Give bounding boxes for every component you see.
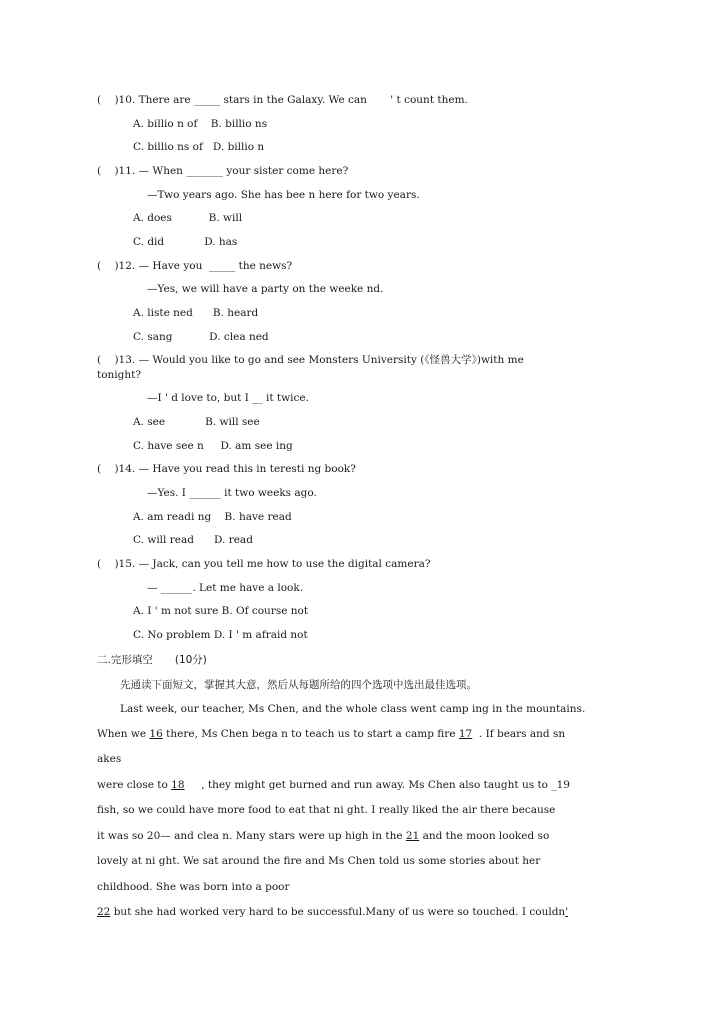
blank-16: 16 — [149, 728, 163, 740]
question-stem-continued: tonight? — [97, 369, 141, 381]
option-line: A. I ' m not sure B. Of course not — [133, 605, 309, 617]
option-line: A. billio n of B. billio ns — [133, 118, 268, 130]
option-line: C. will read D. read — [133, 534, 253, 546]
option-line: A. am readi ng B. have read — [133, 511, 292, 523]
option-line: C. sang D. clea ned — [133, 331, 269, 343]
question-stem: ( )11. — When _______ your sister come here? — [97, 165, 349, 177]
dialogue-reply: —Yes. I ______ it two weeks ago. — [147, 487, 317, 499]
option-line: C. billio ns of D. billio n — [133, 141, 265, 153]
section-points: (10分) — [174, 654, 207, 666]
passage-text: When we — [97, 728, 150, 740]
question-stem: ( )10. There are _____ stars in the Galaxy. We can ' t count them. — [97, 94, 468, 106]
passage-line — [97, 905, 568, 919]
blank-21: 21 — [405, 830, 420, 842]
blank-18: 18 — [171, 779, 185, 791]
passage-text: it was so 20— and clea n. Many stars were up high in the — [97, 830, 406, 842]
passage-text: there, Ms Chen bega n to teach us to start a camp fire — [162, 728, 459, 740]
passage-line — [97, 778, 570, 792]
option-line: C. No problem D. I ' m afraid not — [133, 629, 308, 641]
passage-line: Last week, our teacher, Ms Chen, and the whole class went camp ing in the mountains. — [120, 703, 586, 715]
passage-text: and the moon looked so — [419, 830, 550, 842]
passage-line: childhood. She was born into a poor — [97, 881, 290, 893]
blank-22: 22 — [97, 906, 111, 918]
option-line: A. liste ned B. heard — [133, 307, 259, 319]
question-stem: ( )12. — Have you _____ the news? — [97, 260, 293, 272]
passage-text: ' — [565, 906, 569, 918]
question-stem: ( )15. — Jack, can you tell me how to use the digital camera? — [97, 558, 431, 570]
section-instruction: 先通读下面短文，掌握其大意，然后从每题所给的四个选项中选出最佳选项。 — [120, 679, 477, 691]
option-line: A. does B. will — [133, 212, 243, 224]
passage-line: fish, so we could have more food to eat that ni ght. I really liked the air there because — [97, 804, 556, 816]
passage-line — [97, 727, 565, 741]
section-title: 二.完形填空 — [97, 654, 153, 666]
question-stem: ( )13. — Would you like to go and see Monsters University (《怪兽大学》)with me — [97, 354, 524, 366]
passage-text: . If bears and sn — [472, 728, 566, 740]
option-line: C. did D. has — [133, 236, 238, 248]
section-heading — [97, 653, 207, 667]
question-stem: ( )14. — Have you read this in teresti ng book? — [97, 463, 356, 475]
blank-17: 17 — [458, 728, 473, 740]
passage-line: akes — [97, 753, 122, 765]
passage-text: were close to — [97, 779, 172, 791]
passage-text: , they might get burned and run away. Ms Chen also taught us to _19 — [184, 779, 570, 791]
dialogue-reply: — ______. Let me have a look. — [147, 582, 304, 594]
dialogue-reply: —I ' d love to, but I __ it twice. — [147, 392, 309, 404]
dialogue-reply: —Yes, we will have a party on the weeke nd. — [147, 283, 384, 295]
passage-line: lovely at ni ght. We sat around the fire and Ms Chen told us some stories about her — [97, 855, 541, 867]
passage-line — [97, 829, 549, 843]
passage-text: but she had worked very hard to be successful.Many of us were so touched. I couldn — [110, 906, 566, 918]
option-line: A. see B. will see — [133, 416, 260, 428]
dialogue-reply: —Two years ago. She has bee n here for two years. — [147, 189, 420, 201]
option-line: C. have see n D. am see ing — [133, 440, 293, 452]
